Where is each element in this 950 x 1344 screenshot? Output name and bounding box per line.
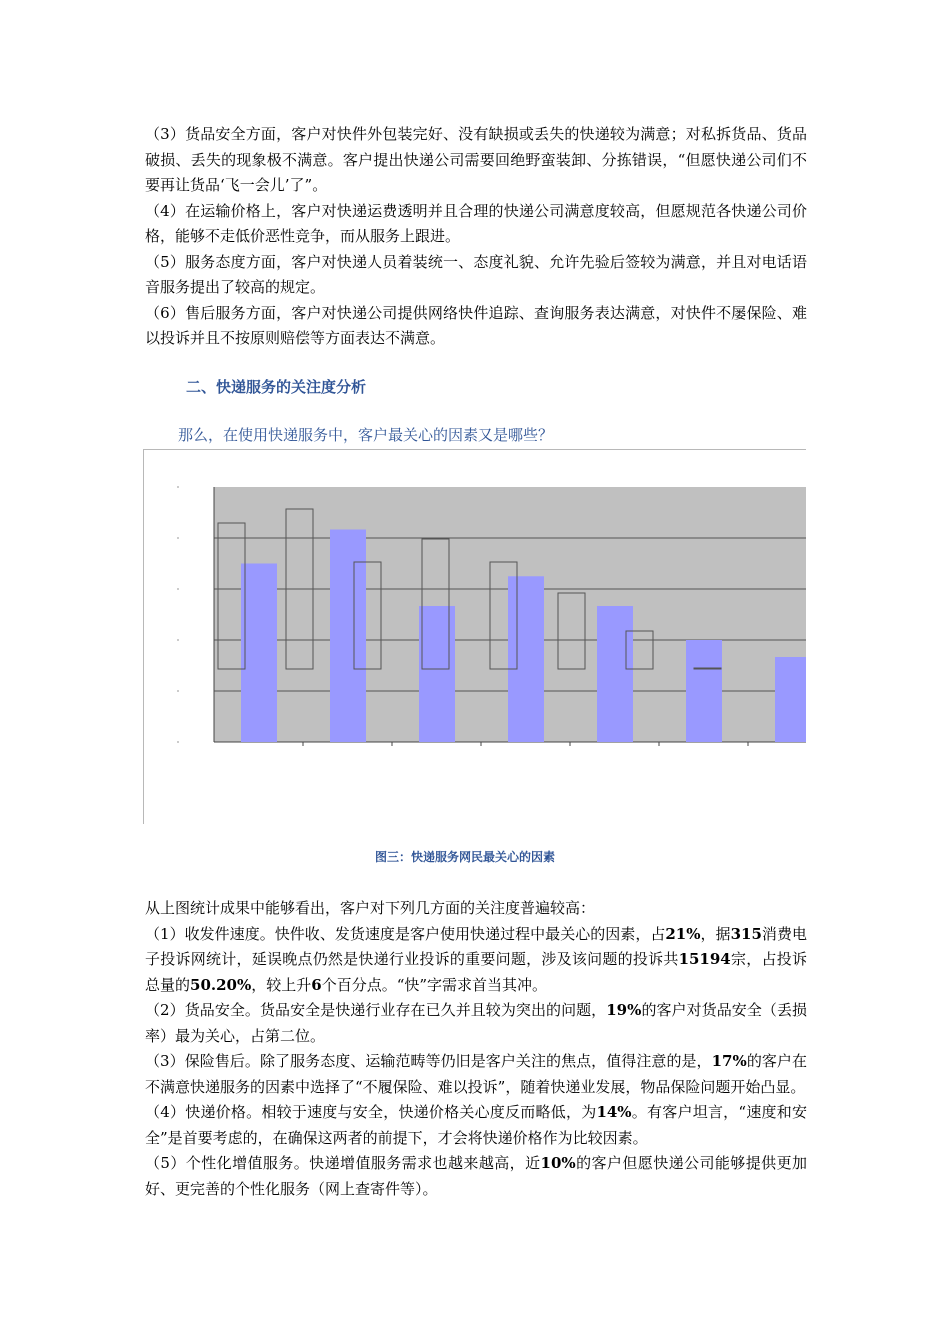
paragraph-price: （4）快递价格。相较于速度与安全，快递价格关心度反而略低，为14%。有客户坦言，“速度和安全”是首要考虑的，在确保这两者的前提下，才会将快递价格作为比较因素。 (145, 1103, 808, 1147)
paragraph-speed: （1）收发件速度。快件收、发货速度是客户使用快递过程中最关心的因素，占21%，据315消费电子投诉网统计，延误晚点仍然是快递行业投诉的重要问题，涉及该问题的投诉共15194宗，占投诉总量的50.20%，较上升6个百分点。“快”字需求首当其冲。 (145, 924, 807, 994)
chart-frame (143, 449, 806, 824)
bar (419, 606, 455, 742)
section-1-paragraphs (145, 122, 807, 352)
paragraph-goods-security: （2）货品安全。货品安全是快递行业存在已久并且较为突出的问题，19%的客户对货品安全（丢损率）最为关心，占第二位。 (145, 1001, 807, 1045)
paragraph-insurance: （3）保险售后。除了服务态度、运输范畴等仍旧是客户关注的焦点，值得注意的是，17%的客户在不满意快递服务的因素中选择了“不履保险、难以投诉”，随着快递业发展，物品保险问题开始凸显。 (145, 1052, 807, 1096)
bar (508, 576, 544, 742)
bar (330, 530, 366, 743)
bar (597, 606, 633, 742)
paragraph-goods-safety: （3）货品安全方面，客户对快件外包装完好、没有缺损或丢失的快递较为满意；对私拆货品、货品破损、丢失的现象极不满意。客户提出快递公司需要回绝野蛮装卸、分拣错误，“但愿快递公司们不要再让货品‘飞一会儿’了”。 (145, 125, 807, 194)
bar-chart (144, 450, 806, 824)
paragraph-service-attitude: （5）服务态度方面，客户对快递人员着装统一、态度礼貌、允许先验后签较为满意，并且对电话语音服务提出了较高的规定。 (145, 252, 807, 296)
paragraph-value-added: （5）个性化增值服务。快递增值服务需求也越来越高，近10%的客户但愿快递公司能够提供更加好、更完善的个性化服务（网上查寄件等）。 (145, 1154, 807, 1198)
paragraph-after-sales: （6）售后服务方面，客户对快递公司提供网络快件追踪、查询服务表达满意，对快件不屡保险、难以投诉并且不按原则赔偿等方面表达不满意。 (145, 303, 807, 347)
bar (686, 640, 722, 742)
paragraph-intro: 从上图统计成果中能够看出，客户对下列几方面的关注度普遍较高： (145, 899, 596, 917)
bar (241, 564, 277, 743)
figure-caption: 图三：快递服务网民最关心的因素 (374, 850, 555, 864)
section-heading: 二、快递服务的关注度分析 (186, 378, 367, 396)
bar (775, 657, 806, 742)
data-label-box (694, 668, 721, 669)
section-question: 那么，在使用快递服务中，客户最关心的因素又是哪些？ (178, 426, 554, 444)
paragraph-transport-price: （4）在运输价格上，客户对快递运费透明并且合理的快递公司满意度较高，但愿规范各快递公司价格，能够不走低价恶性竞争，而从服务上跟进。 (145, 201, 807, 245)
section-2-paragraphs (145, 896, 807, 1202)
